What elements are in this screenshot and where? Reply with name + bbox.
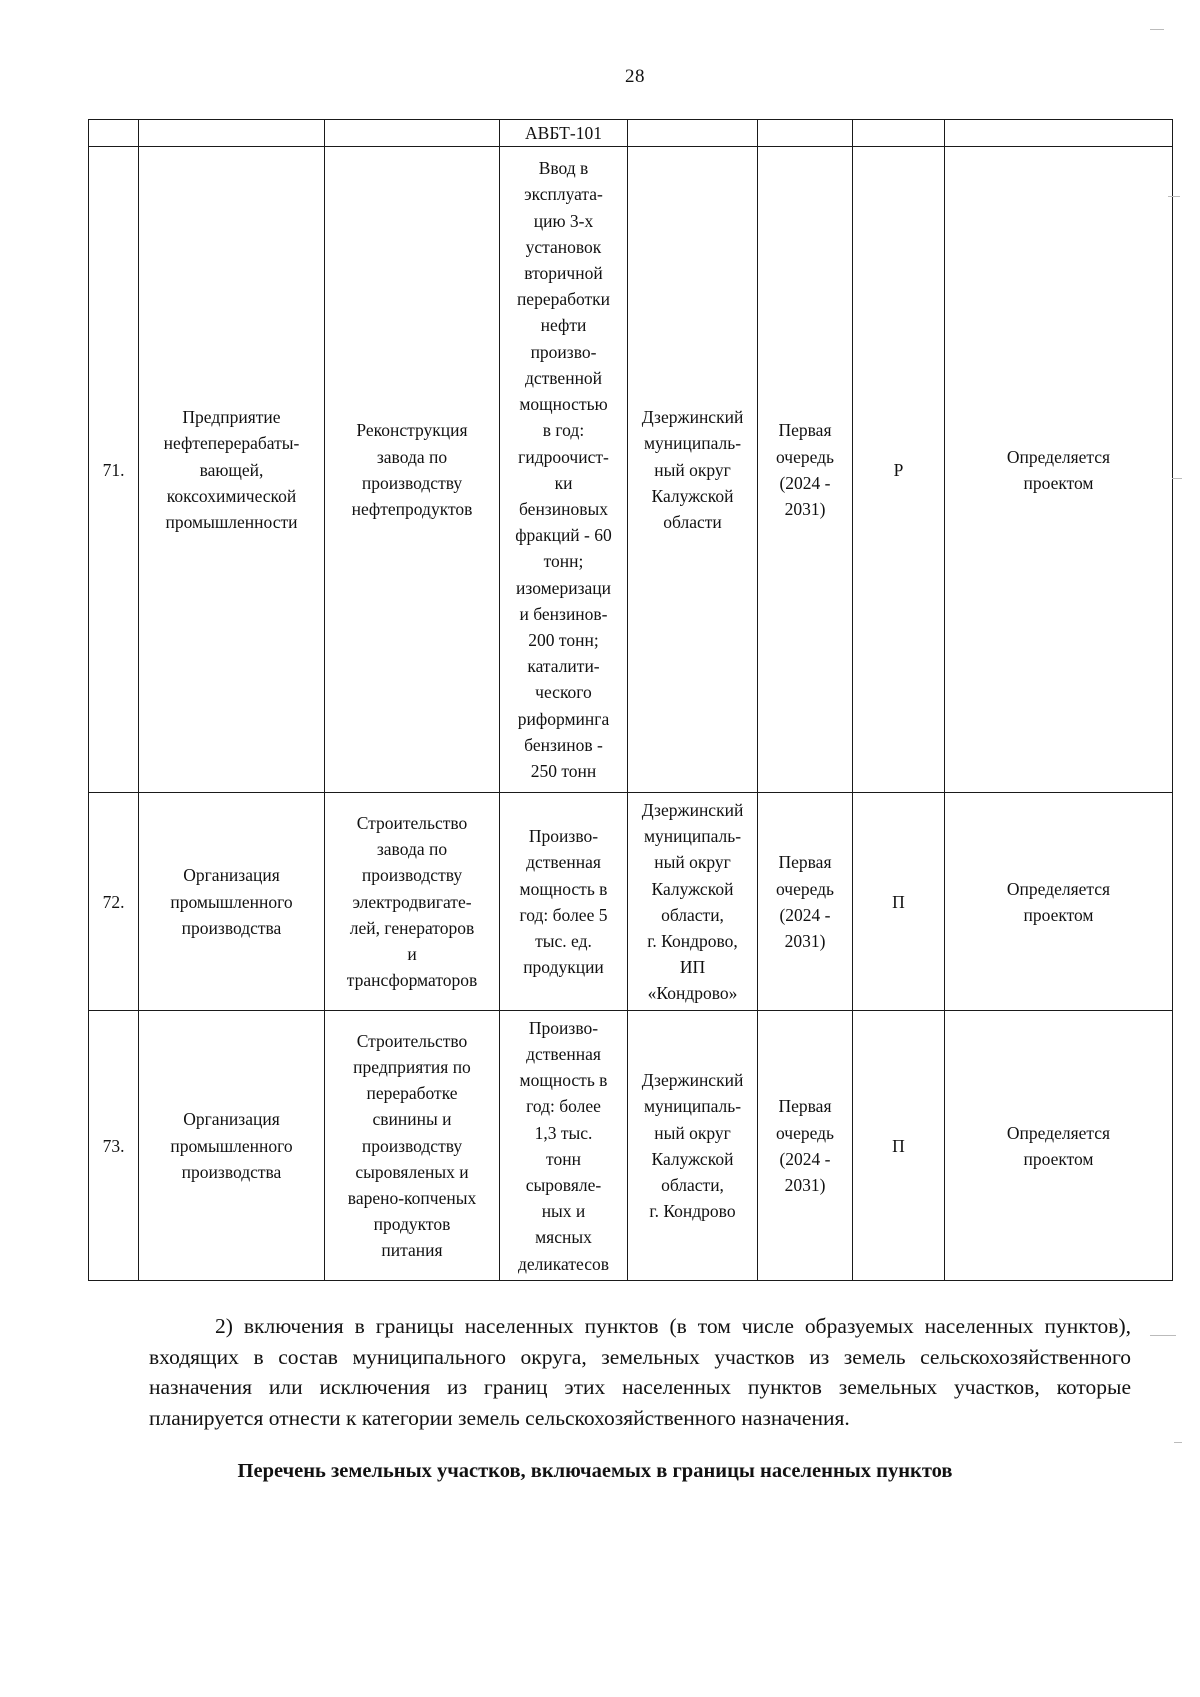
object-location: Дзержинский муниципаль- ный округ Калужской области (628, 147, 758, 793)
object-term: Первая очередь (2024 - 2031) (758, 147, 853, 793)
table-cell (139, 120, 325, 147)
object-location: Дзержинский муниципаль- ный округ Калужской области, г. Кондрово, ИП «Кондрово» (628, 793, 758, 1011)
section-heading: Перечень земельных участков, включаемых в границы населенных пунктов (237, 1460, 953, 1482)
object-status: Р (853, 147, 945, 793)
objects-table (88, 119, 1173, 1281)
object-characteristics: Ввод в эксплуата- цию 3-х установок вторичной переработки нефти произво- дственной мощностью в год: гидроочист- ки бензиновых фракций - 60 тонн; изомеризаци и бензинов- 200 тонн; каталити- ческого риформинга бензинов - 250 тонн (500, 147, 628, 793)
table-cell (945, 120, 1173, 147)
scan-artifact (1172, 478, 1182, 479)
scan-artifact (1150, 1335, 1176, 1336)
object-type: Организация промышленного производства (139, 1011, 325, 1281)
object-name: Реконструкция завода по производству нефтепродуктов (325, 147, 500, 793)
object-type: Предприятие нефтеперерабаты- вающей, коксохимической промышленности (139, 147, 325, 793)
table-cell (89, 120, 139, 147)
scan-artifact (1150, 29, 1164, 30)
object-term: Первая очередь (2024 - 2031) (758, 793, 853, 1011)
row-number: 73. (89, 1011, 139, 1281)
object-name: Строительство предприятия по переработке свинины и производству сыровяленых и варено-копченых продуктов питания (325, 1011, 500, 1281)
table-row (89, 793, 1173, 1011)
object-zone: Определяется проектом (945, 793, 1173, 1011)
object-name: Строительство завода по производству электродвигате- лей, генераторов и трансформаторов (325, 793, 500, 1011)
object-term: Первая очередь (2024 - 2031) (758, 1011, 853, 1281)
object-location: Дзержинский муниципаль- ный округ Калужской области, г. Кондрово (628, 1011, 758, 1281)
object-status: П (853, 793, 945, 1011)
table-row (89, 147, 1173, 793)
object-type: Организация промышленного производства (139, 793, 325, 1011)
object-characteristics: Произво- дственная мощность в год: более 1,3 тыс. тонн сыровяле- ных и мясных деликатесов (500, 1011, 628, 1281)
row-number: 71. (89, 147, 139, 793)
scan-artifact (1168, 196, 1180, 197)
table-cell (853, 120, 945, 147)
object-zone: Определяется проектом (945, 147, 1173, 793)
table-cell (758, 120, 853, 147)
scan-artifact (1174, 1442, 1182, 1443)
table-cell: АВБТ-101 (500, 120, 628, 147)
object-characteristics: Произво- дственная мощность в год: более 5 тыс. ед. продукции (500, 793, 628, 1011)
object-zone: Определяется проектом (945, 1011, 1173, 1281)
body-paragraph: 2) включения в границы населенных пунктов (в том числе образуемых населенных пунктов), входящих в состав муниципального округа, земельных участков из земель сельскохозяйственного назначения или исключения из границ этих населенных пунктов земельных участков, которые планируется отнести к категории земель сельскохозяйственного назначения. (149, 1314, 1131, 1430)
table-cell (325, 120, 500, 147)
object-status: П (853, 1011, 945, 1281)
table-cell (628, 120, 758, 147)
continuation-row (89, 120, 1173, 147)
page-number: 28 (625, 66, 645, 87)
table-row (89, 1011, 1173, 1281)
row-number: 72. (89, 793, 139, 1011)
